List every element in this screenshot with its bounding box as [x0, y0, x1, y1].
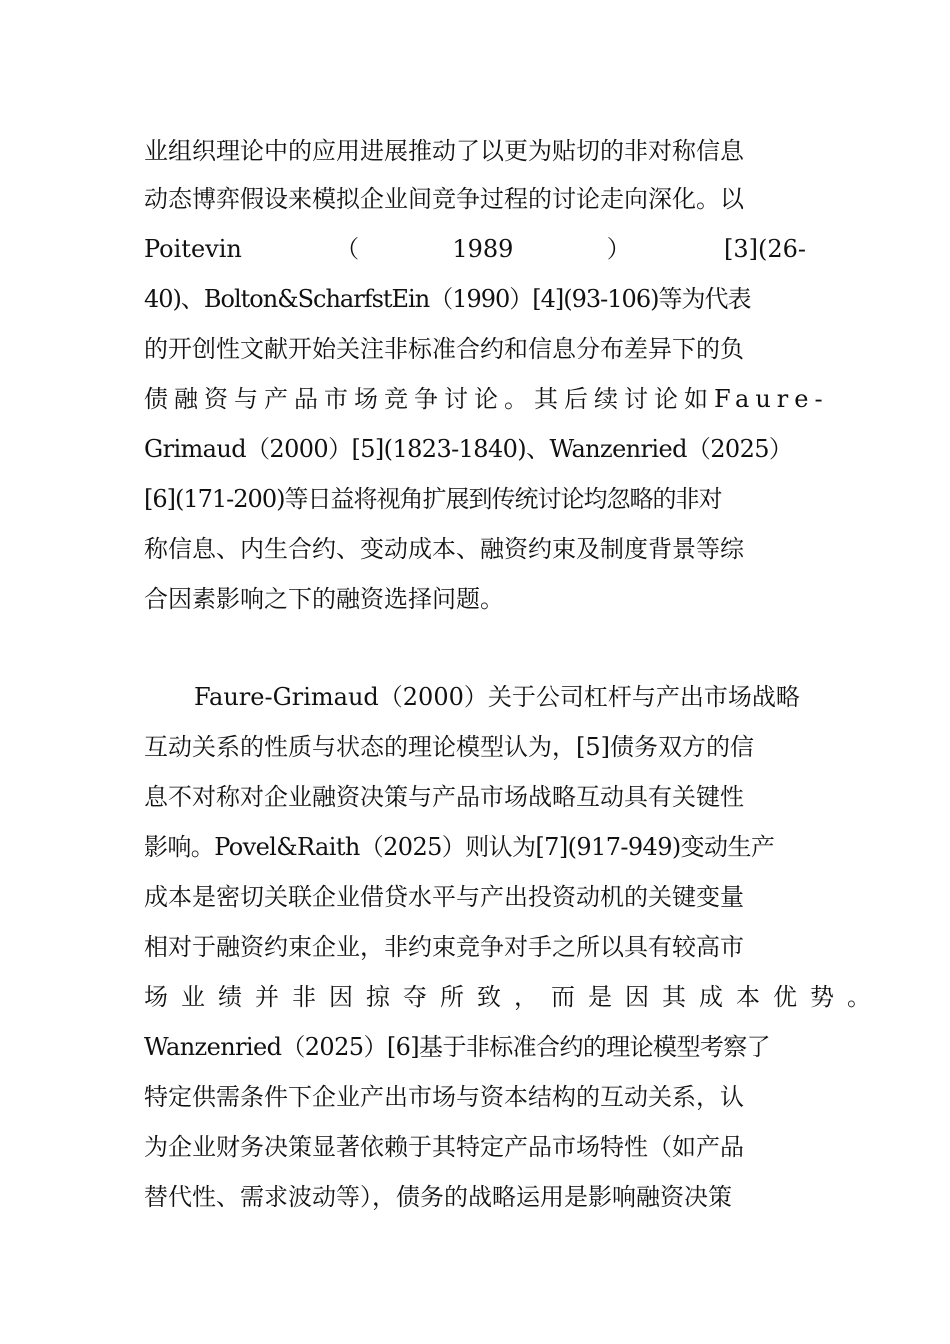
text-line: 为企业财务决策显著依赖于其特定产品市场特性（如产品	[144, 1133, 744, 1161]
text-line: 互动关系的性质与状态的理论模型认为，[5]债务双方的信	[144, 733, 754, 761]
text-line: 影响。Povel&Raith（2025）则认为[7](917-949)变动生产	[144, 833, 775, 861]
text-line: 业组织理论中的应用进展推动了以更为贴切的非对称信息	[144, 137, 744, 165]
text-segment: ）	[606, 235, 631, 263]
text-line: 息不对称对企业融资决策与产品市场战略互动具有关键性	[144, 783, 744, 811]
text-line: 40)、Bolton&ScharfstEin（1990）[4](93-106)等为代表	[144, 285, 751, 313]
text-line-justified	[144, 224, 806, 274]
text-line: [6](171-200)等日益将视角扩展到传统讨论均忽略的非对	[144, 485, 722, 513]
text-line-indented: Faure-Grimaud（2000）关于公司杠杆与产出市场战略	[194, 683, 800, 711]
text-line: Grimaud（2000）[5](1823-1840)、Wanzenried（2025）	[144, 435, 793, 463]
text-line: 成本是密切关联企业借贷水平与产出投资动机的关键变量	[144, 883, 744, 911]
text-line: 替代性、需求波动等），债务的战略运用是影响融资决策	[144, 1183, 732, 1211]
text-line: 合因素影响之下的融资选择问题。	[144, 585, 504, 613]
text-segment: （	[335, 235, 360, 263]
text-line: 债融资与产品市场竞争讨论。其后续讨论如Faure-	[144, 385, 829, 413]
text-line: 动态博弈假设来模拟企业间竞争过程的讨论走向深化。以	[144, 185, 744, 213]
text-line: 称信息、内生合约、变动成本、融资约束及制度背景等综	[144, 535, 744, 563]
text-line: 的开创性文献开始关注非标准合约和信息分布差异下的负	[144, 335, 744, 363]
text-segment: Poitevin	[144, 235, 242, 263]
text-line: 场业绩并非因掠夺所致，而是因其成本优势。	[144, 983, 884, 1011]
text-line: 相对于融资约束企业，非约束竞争对手之所以具有较高市	[144, 933, 744, 961]
text-segment: [3](26-	[723, 235, 806, 263]
text-line: Wanzenried（2025）[6]基于非标准合约的理论模型考察了	[144, 1033, 771, 1061]
text-segment: 1989	[452, 235, 514, 263]
text-line: 特定供需条件下企业产出市场与资本结构的互动关系，认	[144, 1083, 744, 1111]
